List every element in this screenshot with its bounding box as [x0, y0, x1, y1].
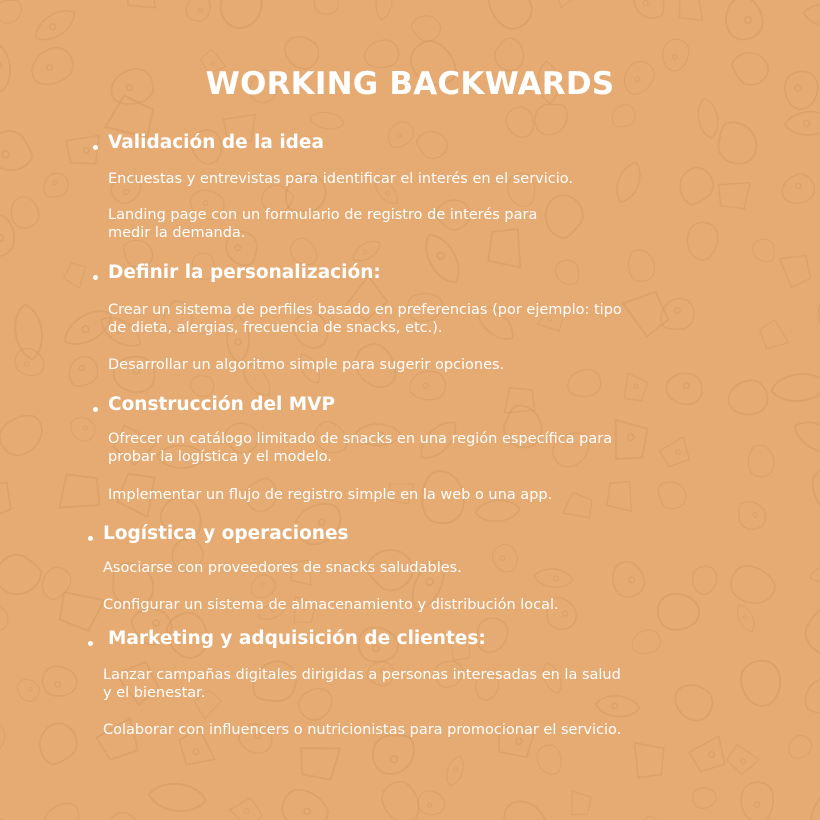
- section-item: Landing page con un formulario de registro de interés para medir la demanda.: [108, 207, 538, 241]
- section-item: Ofrecer un catálogo limitado de snacks en una región específica para probar la logística y el modelo.: [108, 431, 613, 465]
- section-item: Colaborar con influencers o nutricionistas para promocionar el servicio.: [103, 722, 622, 738]
- bullet-dot: [93, 275, 98, 280]
- bullet-dot: [93, 145, 98, 150]
- section-heading-marketing: Marketing y adquisición de clientes:: [108, 628, 486, 649]
- section-heading-personalization: Definir la personalización:: [108, 262, 381, 283]
- section-heading-validation: Validación de la idea: [108, 132, 324, 153]
- section-item: Asociarse con proveedores de snacks saludables.: [103, 560, 462, 576]
- section-item: Encuestas y entrevistas para identificar el interés en el servicio.: [108, 171, 573, 187]
- section-item: Implementar un flujo de registro simple en la web o una app.: [108, 487, 553, 503]
- section-item: Crear un sistema de perfiles basado en preferencias (por ejemplo: tipo de dieta, alergias, frecuencia de snacks, etc.).: [108, 302, 622, 336]
- section-heading-logistics: Logística y operaciones: [103, 523, 349, 544]
- bullet-dot: [93, 407, 98, 412]
- section-item: Configurar un sistema de almacenamiento y distribución local.: [103, 597, 559, 613]
- page-title: WORKING BACKWARDS: [205, 66, 615, 102]
- section-item: Lanzar campañas digitales dirigidas a personas interesadas en la salud y el bienestar.: [103, 667, 621, 701]
- section-item: Desarrollar un algoritmo simple para sugerir opciones.: [108, 357, 505, 373]
- bullet-dot: [88, 641, 93, 646]
- bullet-dot: [88, 536, 93, 541]
- section-heading-mvp: Construcción del MVP: [108, 394, 336, 415]
